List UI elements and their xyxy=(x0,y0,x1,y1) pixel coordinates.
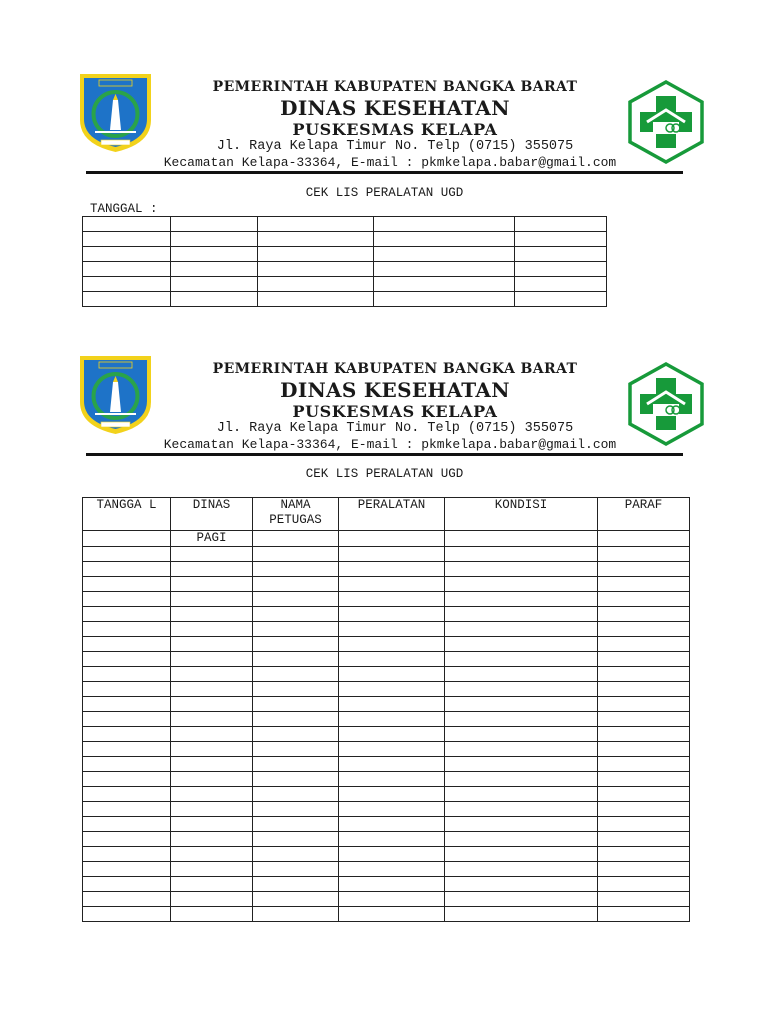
table-cell xyxy=(253,712,339,727)
table-cell xyxy=(445,877,598,892)
table-cell xyxy=(598,862,690,877)
facility-name: PUSKESMAS KELAPA xyxy=(292,120,498,139)
table-cell xyxy=(171,682,253,697)
table-cell xyxy=(83,562,171,577)
table-row xyxy=(83,802,690,817)
table-cell xyxy=(445,757,598,772)
table-row xyxy=(83,892,690,907)
table-cell xyxy=(339,562,445,577)
table-cell xyxy=(83,907,171,922)
puskesmas-logo xyxy=(627,362,705,446)
table-cell xyxy=(253,907,339,922)
table-cell xyxy=(83,607,171,622)
table-cell xyxy=(598,637,690,652)
table-row xyxy=(83,592,690,607)
table-cell xyxy=(258,292,374,307)
table-cell xyxy=(253,607,339,622)
table-cell xyxy=(171,292,258,307)
table-cell xyxy=(83,577,171,592)
table-cell xyxy=(253,802,339,817)
table-cell xyxy=(171,247,258,262)
table-cell xyxy=(253,697,339,712)
table-cell xyxy=(253,787,339,802)
table-cell xyxy=(515,232,607,247)
table-cell xyxy=(598,757,690,772)
table-cell xyxy=(83,637,171,652)
table-cell xyxy=(339,637,445,652)
government-name: PEMERINTAH KABUPATEN BANGKA BARAT xyxy=(212,79,578,95)
table-cell xyxy=(83,817,171,832)
table-cell xyxy=(258,247,374,262)
table-cell xyxy=(598,667,690,682)
table-cell xyxy=(83,862,171,877)
table-cell xyxy=(171,652,253,667)
table-row xyxy=(83,772,690,787)
table-cell xyxy=(171,862,253,877)
table-cell xyxy=(445,862,598,877)
table-cell xyxy=(445,592,598,607)
table-cell xyxy=(253,862,339,877)
address-line: Jl. Raya Kelapa Timur No. Telp (0715) 355075 xyxy=(216,139,574,154)
department-name: DINAS KESEHATAN xyxy=(280,378,510,402)
table-cell xyxy=(339,697,445,712)
table-header-row xyxy=(83,498,690,531)
table-cell xyxy=(253,622,339,637)
table-cell xyxy=(598,742,690,757)
table-row xyxy=(83,832,690,847)
table-cell xyxy=(339,577,445,592)
column-header-peralatan: PERALATAN xyxy=(339,498,445,531)
table-row xyxy=(83,277,607,292)
table-cell xyxy=(445,577,598,592)
table-cell xyxy=(83,262,171,277)
table-cell xyxy=(83,547,171,562)
district-email-line: Kecamatan Kelapa-33364, E-mail : pkmkelapa.babar@gmail.com xyxy=(163,155,617,170)
table-cell xyxy=(83,802,171,817)
table-cell xyxy=(339,892,445,907)
table-cell xyxy=(83,667,171,682)
table-cell xyxy=(515,262,607,277)
table-cell xyxy=(171,787,253,802)
department-name: DINAS KESEHATAN xyxy=(280,96,510,120)
table-cell xyxy=(339,682,445,697)
table-cell xyxy=(598,652,690,667)
district-email-line: Kecamatan Kelapa-33364, E-mail : pkmkelapa.babar@gmail.com xyxy=(163,437,617,452)
table-cell xyxy=(253,652,339,667)
table-row xyxy=(83,742,690,757)
table-cell xyxy=(83,877,171,892)
table-cell xyxy=(515,277,607,292)
table-cell xyxy=(339,817,445,832)
table-cell xyxy=(598,547,690,562)
table-cell xyxy=(445,712,598,727)
table-cell xyxy=(339,862,445,877)
table-cell xyxy=(83,772,171,787)
table-cell xyxy=(339,742,445,757)
table-cell xyxy=(515,247,607,262)
table-cell xyxy=(171,637,253,652)
table-cell xyxy=(253,592,339,607)
table-cell xyxy=(171,742,253,757)
table-cell xyxy=(83,712,171,727)
address-line: Jl. Raya Kelapa Timur No. Telp (0715) 355075 xyxy=(216,421,574,436)
table-cell xyxy=(83,217,171,232)
table-cell xyxy=(598,622,690,637)
table-cell xyxy=(374,277,515,292)
table-cell xyxy=(83,682,171,697)
table-cell xyxy=(339,832,445,847)
table-cell xyxy=(598,727,690,742)
table-cell xyxy=(253,832,339,847)
table-cell xyxy=(339,907,445,922)
table-cell xyxy=(258,262,374,277)
table-cell xyxy=(171,712,253,727)
table-cell xyxy=(171,802,253,817)
table-cell xyxy=(83,742,171,757)
table-cell xyxy=(598,577,690,592)
column-header-tanggal: TANGGA L xyxy=(83,498,171,531)
table-row xyxy=(83,877,690,892)
table-cell xyxy=(83,622,171,637)
table-cell xyxy=(598,817,690,832)
table-cell xyxy=(253,667,339,682)
table-cell xyxy=(171,817,253,832)
column-header-kondisi: KONDISI xyxy=(445,498,598,531)
table-cell xyxy=(258,232,374,247)
table-cell xyxy=(445,682,598,697)
table-cell xyxy=(171,577,253,592)
table-cell xyxy=(445,892,598,907)
table-row xyxy=(83,652,690,667)
table-cell xyxy=(83,247,171,262)
table-cell xyxy=(253,847,339,862)
table-cell xyxy=(171,892,253,907)
table-cell xyxy=(171,262,258,277)
table-cell xyxy=(445,727,598,742)
table-cell xyxy=(598,832,690,847)
table-row xyxy=(83,232,607,247)
table-cell xyxy=(253,877,339,892)
government-name: PEMERINTAH KABUPATEN BANGKA BARAT xyxy=(212,361,578,377)
table-cell xyxy=(339,787,445,802)
table-cell xyxy=(374,217,515,232)
table-cell xyxy=(253,531,339,547)
table-cell xyxy=(598,847,690,862)
table-row xyxy=(83,787,690,802)
table-row xyxy=(83,292,607,307)
table-cell xyxy=(253,892,339,907)
table-row xyxy=(83,682,690,697)
table-cell xyxy=(598,907,690,922)
table-cell xyxy=(515,217,607,232)
table-cell xyxy=(171,622,253,637)
table-row xyxy=(83,847,690,862)
table-cell xyxy=(339,877,445,892)
table-cell xyxy=(339,847,445,862)
table-row xyxy=(83,577,690,592)
table-cell xyxy=(83,787,171,802)
table-cell xyxy=(83,232,171,247)
table-row xyxy=(83,547,690,562)
date-label: TANGGAL : xyxy=(90,202,158,216)
table-cell xyxy=(171,562,253,577)
table-cell xyxy=(83,652,171,667)
table-cell xyxy=(253,682,339,697)
table-cell xyxy=(253,637,339,652)
table-row xyxy=(83,217,607,232)
table-cell xyxy=(171,832,253,847)
table-row xyxy=(83,607,690,622)
table-cell xyxy=(171,907,253,922)
table-cell xyxy=(339,531,445,547)
table-cell xyxy=(445,652,598,667)
table-cell xyxy=(339,802,445,817)
table-cell xyxy=(83,727,171,742)
table-cell xyxy=(598,607,690,622)
table-cell xyxy=(253,772,339,787)
table-cell xyxy=(339,607,445,622)
column-header-nama-petugas: NAMA PETUGAS xyxy=(253,498,339,531)
table-row xyxy=(83,247,607,262)
table-cell xyxy=(83,697,171,712)
table-cell xyxy=(445,637,598,652)
checklist-table-small xyxy=(82,216,607,307)
table-cell xyxy=(445,697,598,712)
table-cell xyxy=(83,592,171,607)
table-cell xyxy=(339,757,445,772)
table-cell xyxy=(258,217,374,232)
shift-cell: PAGI xyxy=(171,531,253,547)
table-cell xyxy=(445,847,598,862)
table-cell xyxy=(171,217,258,232)
table-cell xyxy=(598,802,690,817)
table-cell xyxy=(253,547,339,562)
table-cell xyxy=(598,772,690,787)
table-cell xyxy=(445,742,598,757)
table-cell xyxy=(445,817,598,832)
table-cell xyxy=(515,292,607,307)
table-cell xyxy=(83,277,171,292)
table-cell xyxy=(598,531,690,547)
table-row xyxy=(83,637,690,652)
table-cell xyxy=(83,892,171,907)
table-cell xyxy=(445,547,598,562)
table-cell xyxy=(171,232,258,247)
table-cell xyxy=(598,787,690,802)
table-cell xyxy=(598,877,690,892)
table-cell xyxy=(171,667,253,682)
table-cell xyxy=(83,292,171,307)
table-row xyxy=(83,757,690,772)
checklist-table-main xyxy=(82,497,690,922)
table-cell xyxy=(598,892,690,907)
table-cell xyxy=(598,562,690,577)
table-cell xyxy=(445,802,598,817)
table-row xyxy=(83,907,690,922)
table-cell xyxy=(339,622,445,637)
table-cell xyxy=(445,622,598,637)
table-cell xyxy=(339,652,445,667)
table-cell xyxy=(598,682,690,697)
table-cell xyxy=(171,757,253,772)
table-row xyxy=(83,712,690,727)
table-cell xyxy=(83,832,171,847)
table-cell xyxy=(253,742,339,757)
table-cell xyxy=(445,907,598,922)
table-cell xyxy=(258,277,374,292)
form-title: CEK LIS PERALATAN UGD xyxy=(305,467,464,481)
puskesmas-logo xyxy=(627,80,705,164)
bangka-barat-shield-logo xyxy=(77,354,154,436)
table-cell xyxy=(445,787,598,802)
table-row xyxy=(83,817,690,832)
table-cell xyxy=(339,712,445,727)
table-cell xyxy=(171,607,253,622)
table-cell xyxy=(171,727,253,742)
table-cell xyxy=(374,292,515,307)
form-title: CEK LIS PERALATAN UGD xyxy=(305,186,464,200)
table-cell xyxy=(253,817,339,832)
table-cell xyxy=(253,577,339,592)
table-cell xyxy=(171,877,253,892)
table-cell xyxy=(445,531,598,547)
table-cell xyxy=(445,832,598,847)
table-cell xyxy=(83,757,171,772)
table-cell xyxy=(598,697,690,712)
table-cell xyxy=(171,847,253,862)
table-cell xyxy=(445,772,598,787)
column-header-dinas: DINAS xyxy=(171,498,253,531)
table-cell xyxy=(374,247,515,262)
table-row xyxy=(83,697,690,712)
header-divider xyxy=(86,171,683,174)
table-cell xyxy=(598,712,690,727)
table-cell xyxy=(253,562,339,577)
table-cell xyxy=(339,772,445,787)
table-cell xyxy=(598,592,690,607)
table-row xyxy=(83,562,690,577)
table-row xyxy=(83,262,607,277)
table-cell xyxy=(83,531,171,547)
table-cell xyxy=(171,592,253,607)
table-row xyxy=(83,862,690,877)
table-cell xyxy=(374,232,515,247)
table-cell xyxy=(171,772,253,787)
table-cell xyxy=(171,547,253,562)
table-cell xyxy=(445,607,598,622)
bangka-barat-shield-logo xyxy=(77,72,154,154)
table-row xyxy=(83,531,690,547)
table-cell xyxy=(374,262,515,277)
table-cell xyxy=(445,562,598,577)
table-row xyxy=(83,667,690,682)
table-cell xyxy=(445,667,598,682)
table-cell xyxy=(339,592,445,607)
table-cell xyxy=(339,547,445,562)
table-cell xyxy=(339,727,445,742)
column-header-paraf: PARAF xyxy=(598,498,690,531)
table-row xyxy=(83,622,690,637)
header-divider xyxy=(86,453,683,456)
table-row xyxy=(83,727,690,742)
table-cell xyxy=(83,847,171,862)
table-cell xyxy=(171,697,253,712)
facility-name: PUSKESMAS KELAPA xyxy=(292,402,498,421)
table-cell xyxy=(253,727,339,742)
table-cell xyxy=(339,667,445,682)
table-cell xyxy=(253,757,339,772)
table-cell xyxy=(171,277,258,292)
